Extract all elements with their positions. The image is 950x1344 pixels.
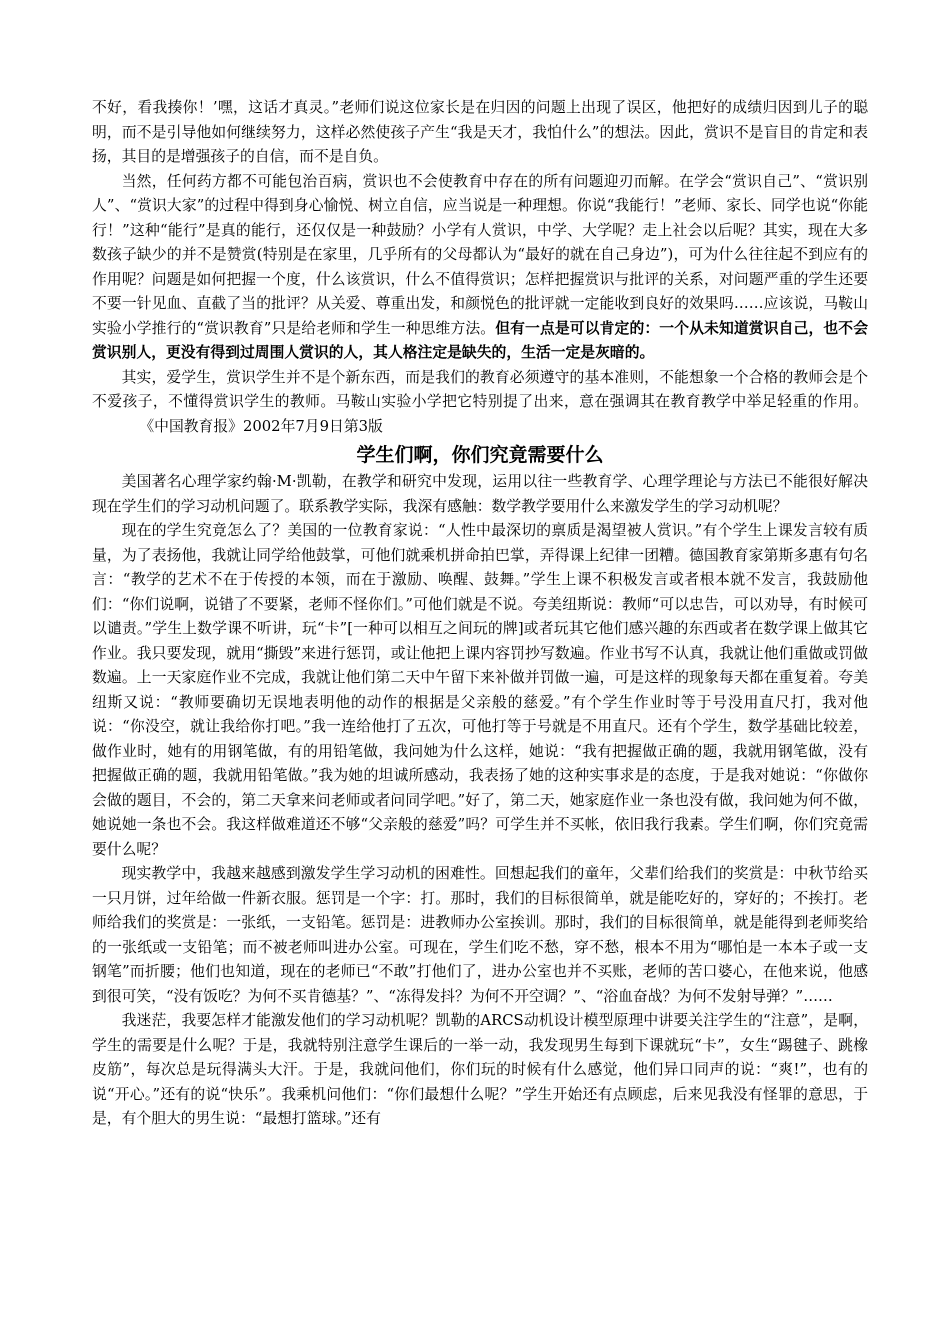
paragraph-what-happened-to-students: 现在的学生究竟怎么了？美国的一位教育家说：“人性中最深切的禀质是渴望被人赏识。”有个学生上课发言较有质量，为了表扬他，我就让同学给他鼓掌，可他们就乘机拼命拍巴掌，弄得课上纪律一团糟。德国教育家第斯多惠有句名言：“教学的艺术不在于传授的本领，而在于激励、唤醒、鼓舞。”学生上课不积极发言或者根本就不发言，我鼓励他们：“你们说啊，说错了不要紧，老师不怪你们。”可他们就是不说。夸美纽斯说：教师“可以忠告，可以劝导，有时候可以谴责。”学生上数学课不听讲，玩“卡”[一种可以相互之间玩的牌]或者玩其它他们感兴趣的东西或者在数学课上做其它作业。我只要发现，就用“撕毁”来进行惩罚，或让他把上课内容罚抄写数遍。作业书写不认真，我就让他们重做或罚做数遍。上一天家庭作业不完成，我就让他们第二天中午留下来补做并罚做一遍，可是这样的现象每天都在重复着。夸美纽斯又说：“教师要确切无误地表明他的动作的根据是父亲般的慈爱。”有个学生作业时等于号没用直尺打，我对他说：“你没空，就让我给你打吧。”我一连给他打了五次，可他打等于号就是不用直尺。还有个学生，数学基础比较差，做作业时，她有的用钢笔做，有的用铅笔做，我问她为什么这样，她说：“我有把握做正确的题，我就用钢笔做，没有把握做正确的题，我就用铅笔做。”我为她的坦诚所感动，我表扬了她的这种实事求是的态度，于是我对她说：“你做你会做的题目，不会的，第二天拿来问老师或者问同学吧。”好了，第二天，她家庭作业一条也没有做，我问她为何不做，她说她一条也不会。我这样做难道还不够“父亲般的慈爱”吗？可学生并不买帐，依旧我行我素。学生们啊，你们究竟需要什么呢？ [92, 522, 868, 858]
paragraph-appreciation-not-blind: 不好，看我揍你！’嘿，这话才真灵。”老师们说这位家长是在归因的问题上出现了误区，他把好的成绩归因到儿子的聪明，而不是引导他如何继续努力，这样必然使孩子产生“我是天才，我怕什么”的想法。因此，赏识不是盲目的肯定和表扬，其目的是增强孩子的自信，而不是自负。 [92, 99, 868, 165]
article-source: 《中国教育报》2002年7月9日第3版 [139, 417, 383, 435]
paragraph-keller-intro: 美国著名心理学家约翰·M·凯勒，在教学和研究中发现，运用以往一些教育学、心理学理论与方法已不能很好解决现在学生们的学习动机问题了。联系教学实际，我深有感触：数学教学要用什么来激发学生的学习动机呢？ [92, 473, 868, 515]
document-page [92, 96, 868, 1132]
paragraph-text: 当然，任何药方都不可能包治百病，赏识也不会使教育中存在的所有问题迎刃而解。在学会“赏识自己”、“赏识别人”、“赏识大家”的过程中得到身心愉悦、树立自信，应当说是一种理想。你说“我能行！”老师、家长、同学也说“你能行！”这种“能行”是真的能行，还仅仅是一种鼓励？小学有人赏识，中学、大学呢？走上社会以后呢？其实，现在大多数孩子缺少的并不是赞赏(特别是在家里，几乎所有的父母都认为“最好的就在自己身边”)，可为什么往往起不到应有的作用呢？问题是如何把握一个度，什么该赏识，什么不值得赏识；怎样把握赏识与批评的关系，对问题严重的学生还要不要一针见血、直截了当的批评？从关爱、尊重出发，和颜悦色的批评就一定能收到良好的效果吗……应该说，马鞍山实验小学推行的“赏识教育”只是给老师和学生一种思维方法。 [92, 172, 868, 337]
article-title: 学生们啊，你们究竟需要什么 [356, 444, 604, 466]
paragraph-basic-principle [92, 366, 868, 440]
paragraph-confusion-arcs: 我迷茫，我要怎样才能激发他们的学习动机呢？凯勒的ARCS动机设计模型原理中讲要关注学生的“注意”，是啊，学生的需要是什么呢？于是，我就特别注意学生课后的一举一动，我发现男生每到下课就玩“卡”，女生“踢毽子、跳橡皮筋”，每次总是玩得满头大汗。于是，我就问他们，你们玩的时候有什么感觉，他们异口同声的说：“爽!”，也有的说“开心。”还有的说“快乐”。我乘机问他们：“你们最想什么呢？”学生开始还有点顾虑，后来见我没有怪罪的意思，于是，有个胆大的男生说：“最想打篮球。”还有 [92, 1012, 868, 1127]
paragraph-no-cure-all [92, 170, 868, 366]
paragraph-motivation-difficulty: 现实教学中，我越来越感到激发学生学习动机的困难性。回想起我们的童年，父辈们给我们的奖赏是：中秋节给买一只月饼，过年给做一件新衣服。惩罚是一个字：打。那时，我们的目标很简单，就是能吃好的，穿好的；不挨打。老师给我们的奖赏是：一张纸，一支铅笔。惩罚是：进教师办公室挨训。那时，我们的目标很简单，就是能得到老师奖给的一张纸或一支铅笔；而不被老师叫进办公室。可现在，学生们吃不愁，穿不愁，根本不用为“哪怕是一本本子或一支钢笔”而折腰；他们也知道，现在的老师已“不敢”打他们了，进办公室也并不买账，老师的苦口婆心，在他来说，他感到很可笑，“没有饭吃？为何不买肯德基？”、“冻得发抖？为何不开空调？”、“浴血奋战？为何不发射导弹？”…… [92, 865, 868, 1005]
paragraph-text: 其实，爱学生，赏识学生并不是个新东西，而是我们的教育必须遵守的基本准则，不能想象一个合格的教师会是个不爱孩子，不懂得赏识学生的教师。马鞍山实验小学把它特别提了出来，意在强调其在教育教学中举足轻重的作用。 [92, 368, 868, 410]
bold-conclusion: 但有一点是可以肯定的：一个从未知道赏识自己，也不会赏识别人，更没有得到过周围人赏识的人，其人格注定是缺失的，生活一定是灰暗的。 [92, 319, 868, 361]
